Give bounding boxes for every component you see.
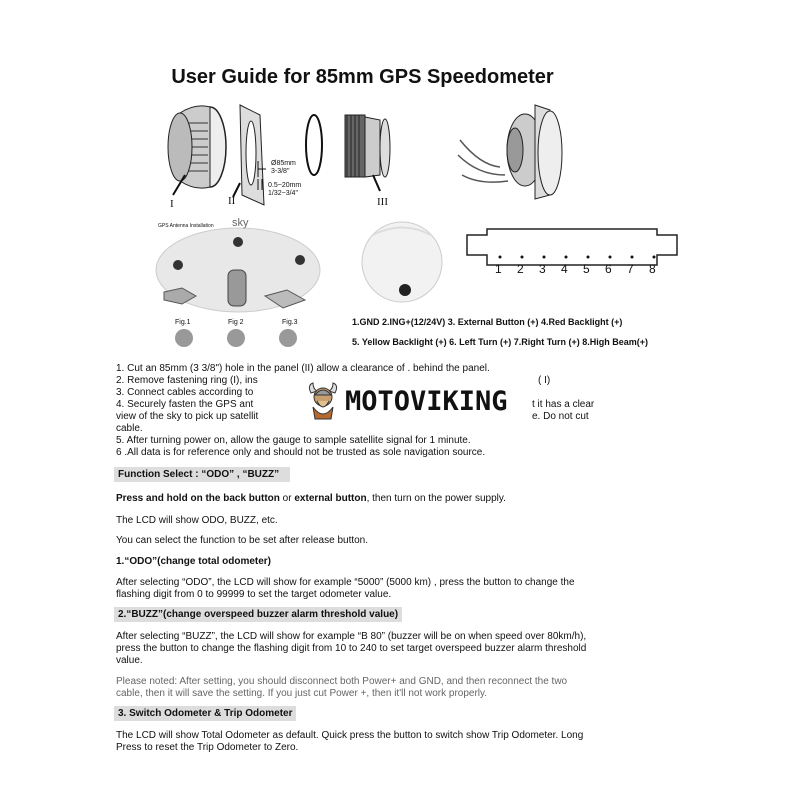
step-4-end: cable. [116, 423, 143, 434]
sky-label: sky [232, 217, 249, 229]
pin-number: 8 [649, 262, 656, 276]
pin-number: 2 [517, 262, 524, 276]
part-II-label: II [228, 195, 236, 207]
fig1-label: Fig.1 [175, 319, 191, 326]
switch-text-1: The LCD will show Total Odometer as default. Quick press the button to switch show Trip Odometer. Long [116, 730, 584, 741]
gauge-body-drawing [345, 115, 390, 191]
lcd-show-text: The LCD will show ODO, BUZZ, etc. [116, 515, 278, 526]
select-after-text: You can select the function to be set after release button. [116, 535, 369, 546]
dim-diameter: Ø85mm [271, 160, 296, 167]
step-4b-end-right: e. Do not cut [532, 411, 589, 422]
function-select-heading: Function Select : “ODO” , “BUZZ” [114, 467, 290, 482]
odo-text-2: flashing digit from 0 to 99999 to set the target odometer value. [116, 589, 392, 600]
press-bold-1: Press and hold on the back button [116, 493, 280, 504]
buzz-text-3: value. [116, 655, 143, 666]
press-mid: or [279, 493, 295, 504]
page-title: User Guide for 85mm GPS Speedometer [171, 66, 554, 88]
step-4-cont: view of the sky to pick up satellit [116, 411, 259, 422]
dim-thickness-in: 1/32~3/4" [268, 190, 298, 197]
note-text-1: Please noted: After setting, you should disconnect both Power+ and GND, and then reconnect the two [116, 676, 568, 687]
press-instruction [116, 493, 506, 505]
pin-number: 7 [627, 262, 634, 276]
antenna-diagram [150, 220, 330, 350]
pin-number: 4 [561, 262, 568, 276]
part-III-label: III [377, 196, 388, 208]
press-end: , then turn on the power supply. [366, 493, 506, 504]
press-bold-2: external button [294, 493, 367, 504]
pin-legend-line1: 1.GND 2.ING+(12/24V) 3. External Button (+) 4.Red Backlight (+) [352, 317, 623, 327]
dim-diameter-in: 3-3/8" [271, 168, 290, 175]
step-5: 5. After turning power on, allow the gauge to sample satellite signal for 1 minute. [116, 435, 471, 446]
fig3-label: Fig.3 [282, 319, 298, 326]
assembled-gauge-drawing [458, 105, 562, 199]
fastening-ring-drawing [168, 106, 226, 195]
buzz-heading: 2.“BUZZ”(change overspeed buzzer alarm threshold value) [114, 607, 402, 622]
antenna-title: GPS Antenna Installation [158, 223, 214, 229]
gps-antenna-drawing [355, 215, 450, 310]
logo-text: MOTOVIKING [345, 385, 508, 417]
switch-text-2: Press to reset the Trip Odometer to Zero. [116, 742, 299, 753]
step-3: 3. Connect cables according to [116, 387, 254, 398]
motoviking-logo [305, 379, 527, 423]
odo-text-1: After selecting “ODO”, the LCD will show for example “5000” (5000 km) , press the button to change the [116, 577, 575, 588]
step-2: 2. Remove fastening ring (I), ins [116, 375, 258, 386]
step-1: 1. Cut an 85mm (3 3/8") hole in the panel (II) allow a clearance of . behind the panel. [116, 363, 490, 374]
viking-mascot-icon [305, 381, 341, 421]
step-4-end-right: t it has a clear [532, 399, 595, 410]
step-4: 4. Securely fasten the GPS ant [116, 399, 254, 410]
pin-number: 5 [583, 262, 590, 276]
panel-drawing [233, 105, 266, 205]
pin-number: 6 [605, 262, 612, 276]
buzz-text-1: After selecting “BUZZ”, the LCD will show for example “B 80” (buzzer will be on when speed over 80km/h), [116, 631, 587, 642]
switch-heading: 3. Switch Odometer & Trip Odometer [114, 706, 296, 721]
o-ring-drawing [306, 115, 322, 175]
step-2-end: ( I) [538, 375, 551, 386]
part-I-label: I [170, 198, 174, 210]
pin-number: 1 [495, 262, 502, 276]
step-6: 6 .All data is for reference only and should not be trusted as sole navigation source. [116, 447, 486, 458]
pin-legend-line2: 5. Yellow Backlight (+) 6. Left Turn (+) 7.Right Turn (+) 8.High Beam(+) [352, 337, 649, 347]
odo-heading: 1.“ODO”(change total odometer) [116, 556, 272, 567]
dim-thickness: 0.5~20mm [268, 182, 302, 189]
note-text-2: cable, then it will save the setting. If you just cut Power +, then it'll not work properly. [116, 688, 488, 699]
fig2-label: Fig 2 [228, 319, 244, 326]
buzz-text-2: press the button to change the flashing digit from 10 to 240 to set target overspeed buzzer alarm threshold [116, 643, 587, 654]
installation-diagram [140, 95, 700, 215]
pin-number: 3 [539, 262, 546, 276]
